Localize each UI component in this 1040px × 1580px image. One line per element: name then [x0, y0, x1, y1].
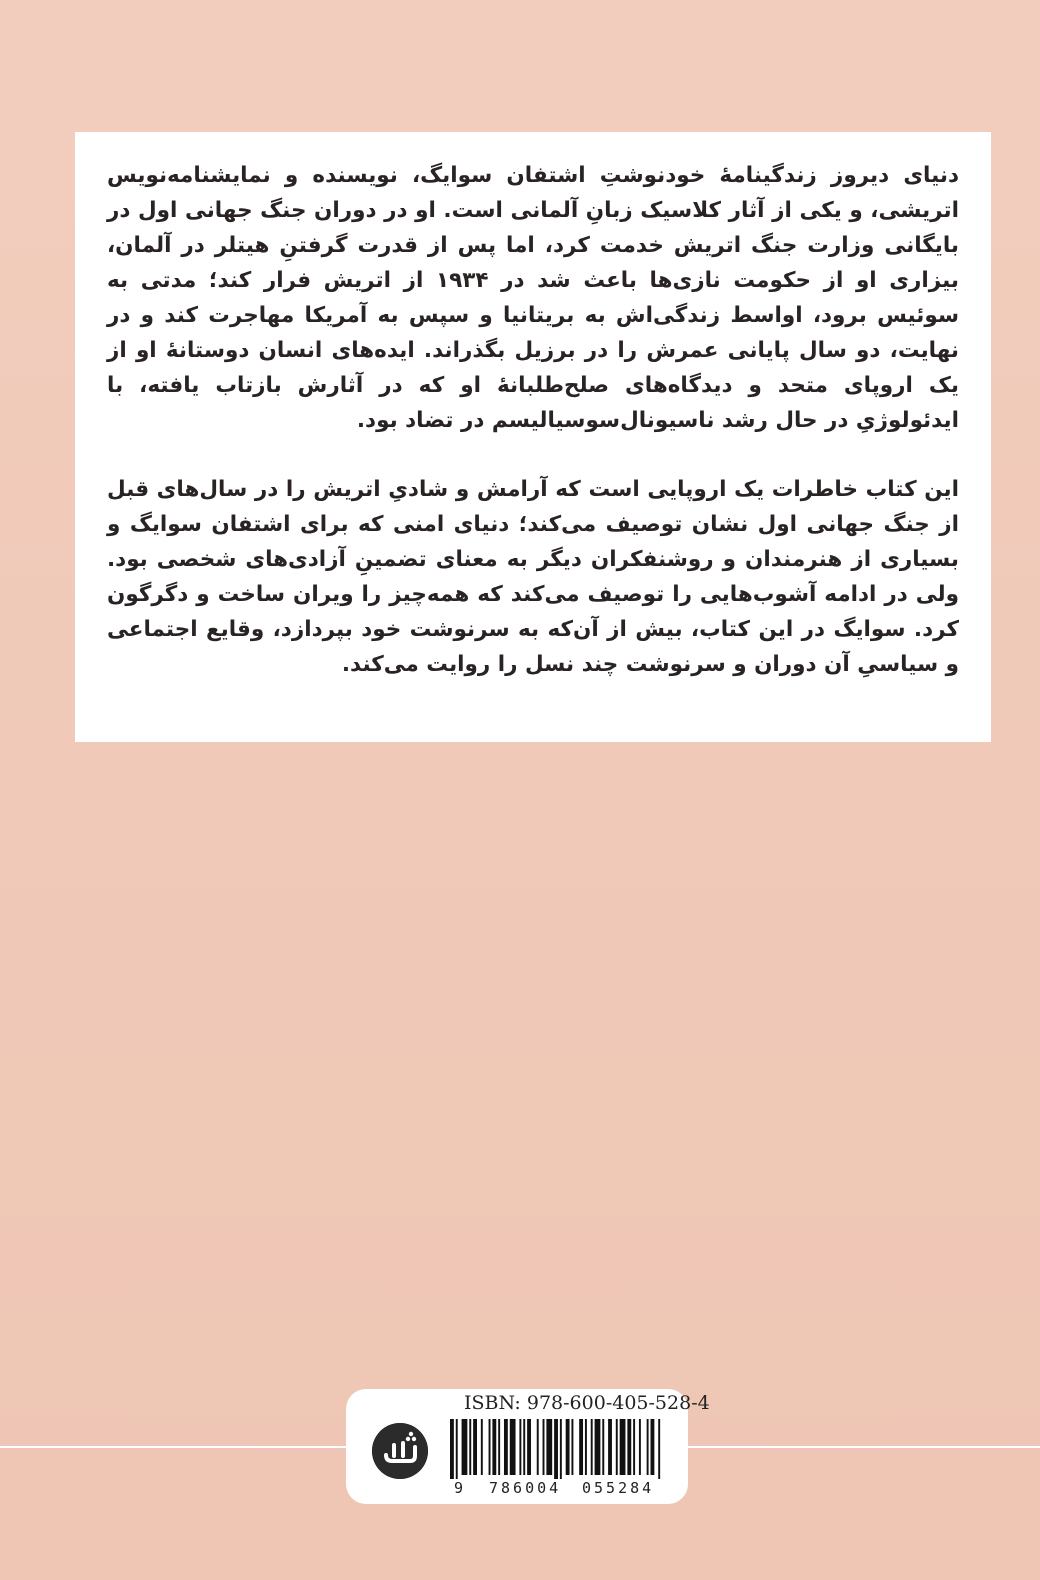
barcode-bar	[560, 1419, 562, 1479]
barcode-bar	[456, 1419, 458, 1479]
barcode-bar	[595, 1419, 601, 1475]
barcode-bar	[462, 1419, 468, 1475]
divider-line-left	[0, 1446, 347, 1448]
barcode-bar	[519, 1419, 521, 1475]
barcode-bar	[658, 1419, 660, 1479]
barcode-bar	[627, 1419, 631, 1475]
description-paragraph-2: این کتاب خاطرات یک اروپایی است که آرامش و شادیِ اتریش را در سال‌های قبل از جنگ جهانی اول نشان توصیف می‌کند؛ دنیای امنی که برای اشتفان سوایگ و بسیاری از هنرمندان و روشنفکران دیگر به معنای تضمینِ آزادی‌های شخصی بود. ولی در ادامه آشوب‌هایی را توصیف می‌کند که همه‌چیز را ویران ساخت و دگرگون کرد. سوایگ در این کتاب، بیش از آن‌که به سرنوشت خود بپردازد، وقایع اجتماعی و سیاسیِ آن دوران و سرنوشت چند نسل را روایت می‌کند.	[107, 477, 959, 677]
barcode-bar	[523, 1419, 525, 1475]
barcode-bar	[504, 1419, 508, 1475]
barcode-bar	[537, 1419, 539, 1475]
barcode-bar	[620, 1419, 626, 1475]
barcode-digits-left: 786004	[489, 1479, 562, 1497]
barcode-digit-first: 9	[454, 1479, 464, 1497]
barcode-bar	[585, 1419, 587, 1475]
barcode-bar	[450, 1419, 454, 1479]
barcode-bar	[579, 1419, 583, 1475]
barcode-digits	[346, 1479, 688, 1499]
barcode-bar	[554, 1419, 558, 1479]
barcode-bar	[566, 1419, 570, 1475]
barcode-bar	[469, 1419, 471, 1475]
description-panel	[75, 132, 991, 742]
barcode-bar	[633, 1419, 635, 1475]
sales-publisher-logo-icon	[372, 1423, 428, 1479]
barcode-bar	[616, 1419, 618, 1475]
barcode-bar	[602, 1419, 604, 1475]
barcode-bar	[489, 1419, 491, 1475]
divider-line-right	[688, 1446, 1040, 1448]
barcode-bar	[543, 1419, 545, 1475]
barcode-bar	[498, 1419, 500, 1475]
description-paragraph-1: دنیای دیروز زندگینامهٔ خودنوشتِ اشتفان سوایگ، نویسنده و نمایشنامه‌نویس اتریشی، و یکی از آثار کلاسیک زبانِ آلمانی است. او در دوران جنگ جهانی اول در بایگانی وزارت جنگ اتریش خدمت کرد، اما پس از قدرت گرفتنِ هیتلر در آلمان، بیزاری او از حکومت نازی‌ها باعث شد در ۱۹۳۴ از اتریش فرار کند؛ مدتی به سوئیس برود، اواسط زندگی‌اش به بریتانیا و سپس به آمریکا مهاجرت کند و در نهایت، دو سال پایانی عمرش را در برزیل بگذراند. ایده‌های انسان دوستانهٔ او از یک اروپای متحد و دیدگاه‌های صلح‌طلبانهٔ او که در آثارش بازتاب یافته، با ایدئولوژیِ در حال رشد ناسیونال‌سوسیالیسم در تضاد بود.	[107, 163, 959, 433]
barcode-bar	[639, 1419, 641, 1475]
barcode	[450, 1419, 664, 1479]
barcode-bar	[647, 1419, 649, 1475]
barcode-bar	[481, 1419, 483, 1475]
barcode-bar	[527, 1419, 531, 1475]
barcode-bar	[651, 1419, 655, 1475]
barcode-digits-right: 055284	[582, 1479, 655, 1497]
barcode-bar	[608, 1419, 612, 1475]
isbn-box	[346, 1389, 710, 1504]
barcode-bar	[473, 1419, 477, 1475]
isbn-label: ISBN: 978-600-405-528-4	[464, 1392, 710, 1414]
barcode-bar	[591, 1419, 593, 1475]
barcode-bar	[546, 1419, 552, 1475]
barcode-bar	[492, 1419, 496, 1475]
barcode-bar	[510, 1419, 516, 1475]
barcode-bar	[571, 1419, 573, 1475]
